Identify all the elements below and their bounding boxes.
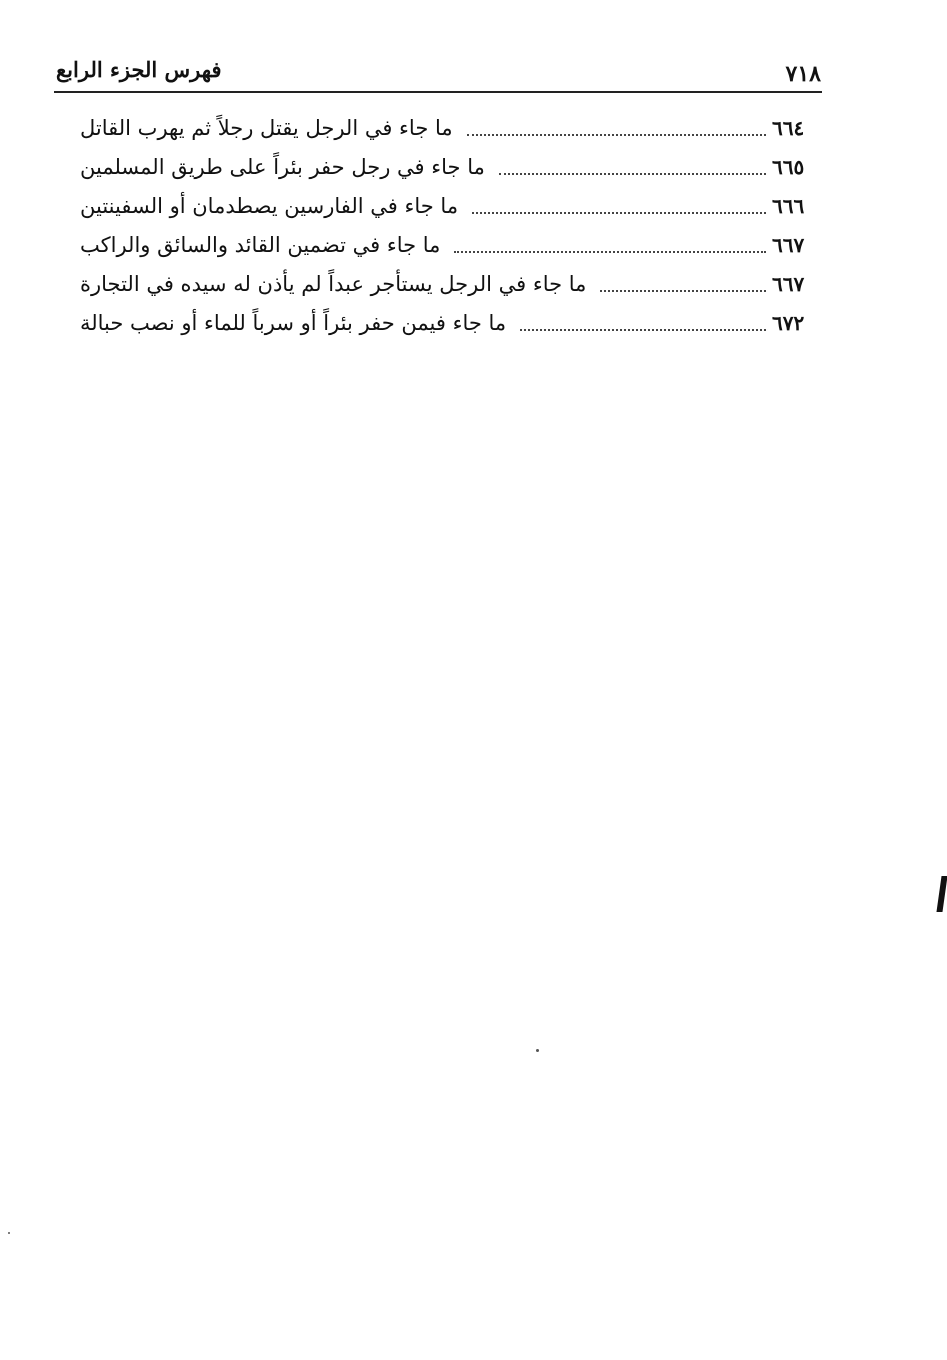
toc-dot-leader (454, 250, 766, 253)
toc-entry (80, 191, 822, 230)
toc-entry (80, 308, 822, 347)
toc-entry (80, 113, 822, 152)
header-rule (54, 91, 822, 93)
toc-entry (80, 230, 822, 269)
toc-entry-page: ٦٦٥ (772, 155, 805, 179)
toc-dot-leader (472, 211, 766, 214)
toc-entry (80, 152, 822, 191)
running-title: فهرس الجزء الرابع (56, 57, 222, 82)
toc-entry-title: ما جاء في تضمين القائد والسائق والراكب (80, 233, 441, 257)
toc-entry-title: ما جاء في الرجل يستأجر عبداً لم يأذن له سيده في التجارة (80, 272, 587, 296)
toc-entry-title: ما جاء في الرجل يقتل رجلاً ثم يهرب القاتل (80, 116, 453, 140)
toc-dot-leader (600, 289, 766, 292)
toc-entry-page: ٦٦٦ (772, 194, 805, 218)
toc-entry-title: ما جاء فيمن حفر بئراً أو سرباً للماء أو نصب حبالة (80, 311, 507, 335)
toc-entry-title: ما جاء في الفارسين يصطدمان أو السفينتين (80, 194, 459, 218)
toc-dot-leader (520, 328, 766, 331)
scan-speck (8, 1232, 10, 1234)
scan-speck (536, 1049, 539, 1052)
toc-dot-leader (467, 133, 766, 136)
scan-edge-mark (936, 876, 947, 912)
table-of-contents (80, 113, 822, 347)
page-number: ٧١٨ (785, 61, 821, 87)
toc-entry-page: ٦٧٢ (772, 311, 805, 335)
toc-entry-page: ٦٦٧ (772, 272, 805, 296)
toc-entry-title: ما جاء في رجل حفر بئراً على طريق المسلمين (80, 155, 485, 179)
toc-entry (80, 269, 822, 308)
toc-entry-page: ٦٦٧ (772, 233, 805, 257)
toc-dot-leader (499, 172, 766, 175)
toc-entry-page: ٦٦٤ (772, 116, 805, 140)
